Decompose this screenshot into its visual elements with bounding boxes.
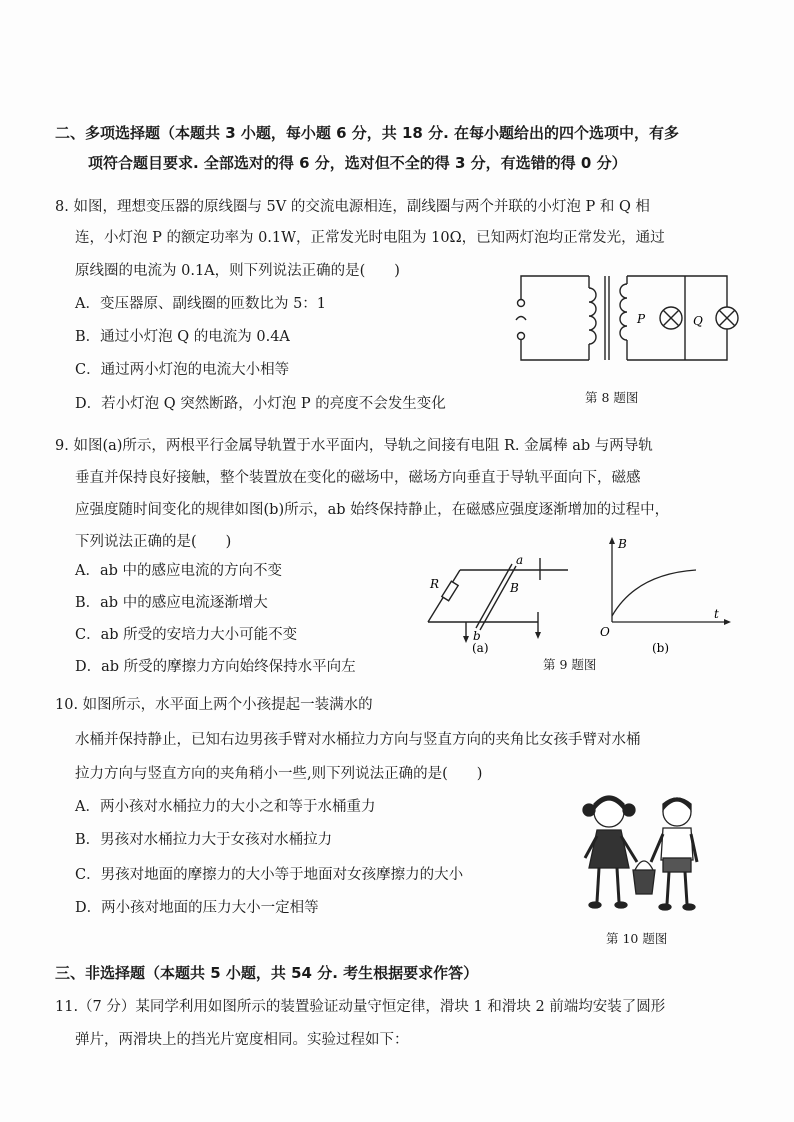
q8-stem-line1: 8. 如图，理想变压器的原线圈与 5V 的交流电源相连，副线圈与两个并联的小灯泡 P 和 Q 相 — [55, 199, 650, 215]
q8-transformer-figure — [505, 268, 755, 368]
q8-option-b: B．通过小灯泡 Q 的电流为 0.4A — [75, 329, 290, 345]
q9-origin: O — [600, 625, 610, 639]
section2-heading-line2: 项符合题目要求. 全部选对的得 6 分，选对但不全的得 3 分，有选错的得 0 分） — [88, 154, 627, 172]
q9-option-c: C．ab 所受的安培力大小可能不变 — [75, 627, 298, 643]
q8-stem-line3: 原线圈的电流为 0.1A，则下列说法正确的是( ) — [75, 263, 400, 279]
q9-axis-x: t — [714, 607, 719, 621]
q9-label-a: a — [516, 553, 524, 567]
section3-heading: 三、非选择题（本题共 5 小题，共 54 分. 考生根据要求作答） — [55, 964, 479, 982]
q9-label-field-b: B — [510, 581, 519, 595]
q10-option-a: A．两小孩对水桶拉力的大小之和等于水桶重力 — [75, 799, 376, 815]
q9-option-d: D．ab 所受的摩擦力方向始终保持水平向左 — [75, 659, 356, 675]
q9-stem-line4: 下列说法正确的是( ) — [75, 534, 232, 550]
q9-sub-b: (b) — [652, 641, 670, 655]
q10-option-d: D．两小孩对地面的压力大小一定相等 — [75, 900, 319, 916]
q9-label-r: R — [430, 577, 440, 591]
q9-graph-figure-b — [596, 534, 736, 659]
q8-label-p: P — [637, 312, 646, 326]
q10-option-b: B．男孩对水桶拉力大于女孩对水桶拉力 — [75, 832, 333, 848]
q10-stem-line2: 水桶并保持静止，已知右边男孩手臂对水桶拉力方向与竖直方向的夹角比女孩手臂对水桶 — [75, 732, 641, 748]
q9-axis-y: B — [618, 537, 627, 551]
q9-option-b: B．ab 中的感应电流逐渐增大 — [75, 595, 268, 611]
q10-children-bucket-figure — [575, 790, 710, 920]
q8-figure-caption: 第 8 题图 — [585, 390, 639, 405]
q11-stem-line2: 弹片，两滑块上的挡光片宽度相同。实验过程如下： — [75, 1032, 409, 1048]
q9-sub-a: (a) — [472, 641, 489, 655]
q8-stem-line2: 连，小灯泡 P 的额定功率为 0.1W，正常发光时电阻为 10Ω，已知两灯泡均正常发光，通过 — [75, 230, 665, 246]
q9-stem-line3: 应强度随时间变化的规律如图(b)所示，ab 始终保持静止，在磁感应强度逐渐增加的过程中， — [75, 502, 670, 518]
q9-figure-caption: 第 9 题图 — [543, 657, 597, 672]
q10-option-c: C．男孩对地面的摩擦力的大小等于地面对女孩摩擦力的大小 — [75, 867, 464, 883]
q9-label-b: b — [473, 629, 481, 643]
q9-stem-line1: 9. 如图(a)所示，两根平行金属导轨置于水平面内，导轨之间接有电阻 R. 金属棒 ab 与两导轨 — [55, 438, 653, 454]
q10-figure-caption: 第 10 题图 — [606, 931, 668, 946]
q10-stem-line3: 拉力方向与竖直方向的夹角稍小一些,则下列说法正确的是( ) — [75, 766, 483, 782]
q8-option-a: A．变压器原、副线圈的匝数比为 5：1 — [75, 296, 327, 312]
section2-heading-line1: 二、多项选择题（本题共 3 小题，每小题 6 分，共 18 分. 在每小题给出的四个选项中，有多 — [55, 124, 680, 142]
q9-rails-figure-a — [418, 550, 578, 655]
q11-stem-line1: 11.（7 分）某同学利用如图所示的装置验证动量守恒定律，滑块 1 和滑块 2 前端均安装了圆形 — [55, 999, 666, 1015]
q8-option-c: C．通过两小灯泡的电流大小相等 — [75, 362, 290, 378]
q8-option-d: D．若小灯泡 Q 突然断路，小灯泡 P 的亮度不会发生变化 — [75, 396, 446, 412]
q10-stem-line1: 10. 如图所示，水平面上两个小孩提起一装满水的 — [55, 697, 373, 713]
q9-stem-line2: 垂直并保持良好接触，整个装置放在变化的磁场中，磁场方向垂直于导轨平面向下，磁感 — [75, 470, 641, 486]
q8-label-q: Q — [693, 314, 703, 328]
q9-option-a: A．ab 中的感应电流的方向不变 — [75, 563, 283, 579]
